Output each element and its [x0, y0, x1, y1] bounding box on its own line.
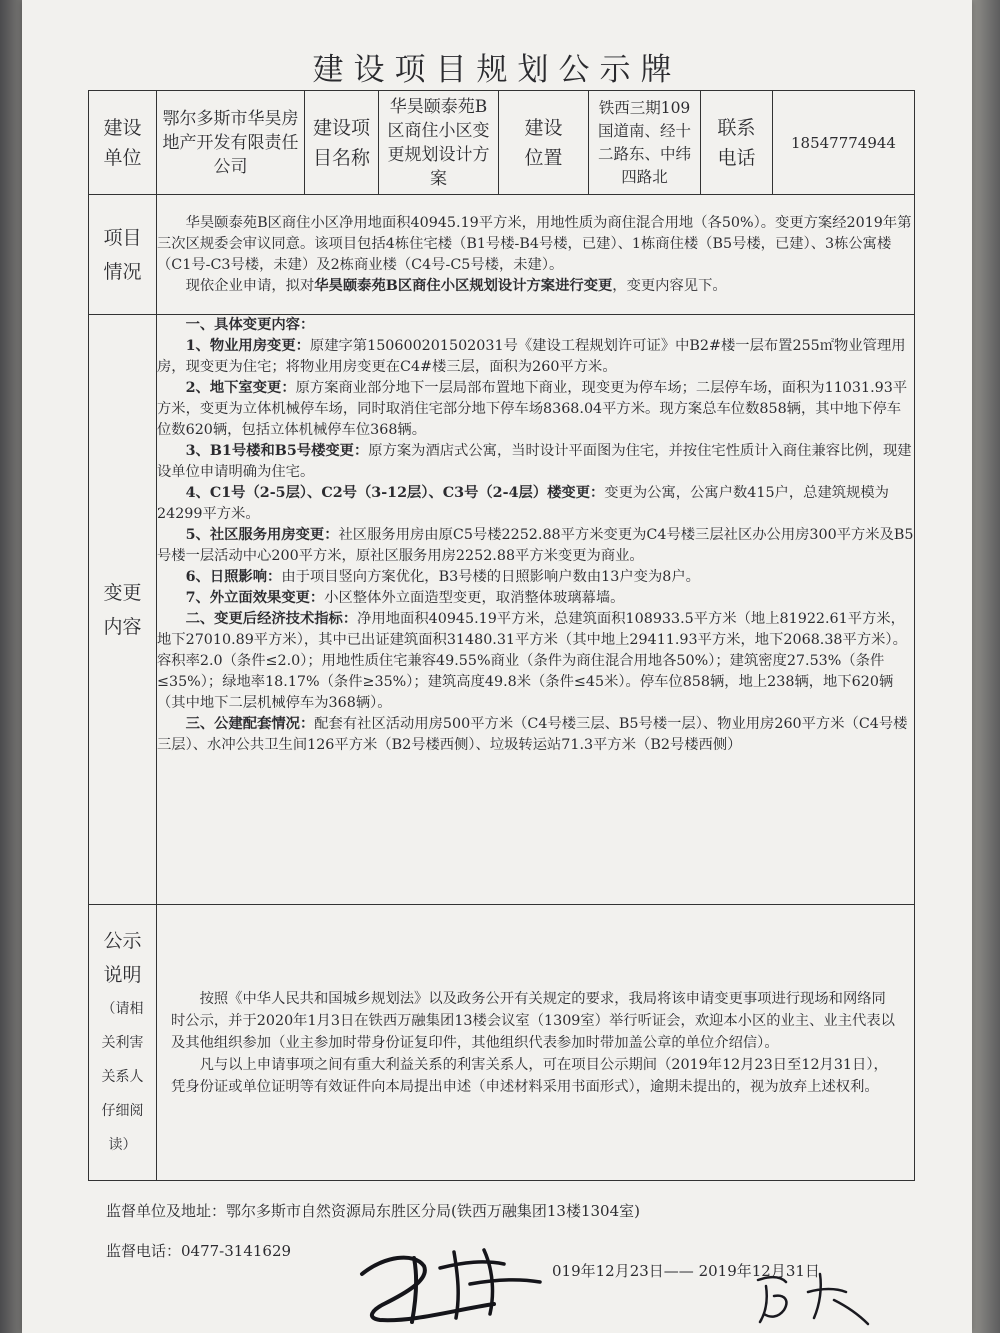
project-content	[157, 195, 915, 315]
project-row	[89, 195, 915, 315]
notice-paragraph-1: 按照《中华人民共和国城乡规划法》以及政务公开有关规定的要求，我局将该申请变更事项进行现场和网络同时公示，并于2020年1月3日在铁西万融集团13楼会议室（1309室）举行听证会，欢迎本小区的业主、业主代表以及其他组织参加（业主参加时带身份证复印件，其他组织代表参加时带加盖公章的单位介绍信）。	[171, 990, 895, 1051]
location-label: 建设 位置	[499, 91, 589, 195]
section-2-body: 净用地面积40945.19平方米，总建筑面积108933.5平方米（地上81922.61平方米，地下27010.89平方米），其中已出证建筑面积31480.31平方米（其中地上29411.93平方米，地下2068.38平方米）。容积率2.0（条件≤2.0）；用地性质住宅兼容49.55%商业（条件为商住混合用地各50%）；建筑密度27.53%（条件≤35%）；绿地率18.17%（条件≥35%）；建筑高度49.8米（条件≤45米）。停车位858辆，地上238辆，地下620辆（其中地下二层机械停车为368辆）。	[157, 611, 907, 711]
publicity-period: 019年12月23日—— 2019年12月31日	[552, 1262, 820, 1280]
change-item-head: 1、物业用房变更：	[185, 338, 310, 354]
change-item	[157, 336, 914, 378]
contact-label: 联系 电话	[701, 91, 773, 195]
change-item-body: 原建字第150600201502031号《建设工程规划许可证》中B2#楼一层布置255㎡物业管理用房，现变更为住宅；将物业用房变更在C4#楼三层，面积为260平方米。	[157, 338, 906, 375]
unit-value: 鄂尔多斯市华昊房地产开发有限责任公司	[157, 91, 305, 195]
change-item-body: 变更为公寓，公寓户数415户，总建筑规模为24299平方米。	[157, 485, 889, 522]
change-item	[157, 483, 914, 525]
change-item-head: 5、社区服务用房变更：	[185, 527, 339, 543]
unit-label: 建设 单位	[89, 91, 157, 195]
application-subject: 华昊颐泰苑B区商住小区规划设计方案进行变更	[314, 277, 613, 294]
project-name-value: 华昊颐泰苑B区商住小区变更规划设计方案	[379, 91, 499, 195]
notice-label-cell	[89, 905, 157, 1181]
project-application	[157, 276, 914, 297]
section-3	[157, 714, 914, 756]
supervisor-address: 监督单位及地址：鄂尔多斯市自然资源局东胜区分局(铁西万融集团13楼1304室)	[106, 1202, 640, 1220]
header-row	[89, 91, 915, 195]
project-paragraph: 华昊颐泰苑B区商住小区净用地面积40945.19平方米，用地性质为商住混合用地（各50%）。变更方案经2019年第三次区规委会审议同意。该项目包括4栋住宅楼（B1号楼-B4号楼，已建）、1栋商住楼（B5号楼，已建）、3栋公寓楼（C1号-C3号楼，未建）及2栋商业楼（C4号-C5号楼，未建）。	[157, 214, 912, 273]
notice-paper	[22, 0, 972, 1333]
change-item-body: 原方案为酒店式公寓，当时设计平面图为住宅，并按住宅性质计入商住兼容比例，现建设单位申请明确为住宅。	[157, 443, 912, 480]
change-item-body: 小区整体外立面造型变更，取消整体玻璃幕墙。	[324, 590, 625, 606]
notice-table	[88, 90, 915, 1181]
section-1-heading: 一、具体变更内容：	[185, 317, 315, 333]
handwritten-signature-left	[344, 1238, 554, 1328]
section-2	[157, 609, 914, 714]
changes-label: 变更 内容	[89, 315, 157, 905]
changes-row	[89, 315, 915, 905]
changes-content	[157, 315, 915, 905]
section-3-body: 配套有社区活动用房500平方米（C4号楼三层、B5号楼一层）、物业用房260平方米（C4号楼三层）、水冲公共卫生间126平方米（B2号楼西侧）、垃圾转运站71.3平方米（B2号楼西侧）	[157, 716, 908, 753]
change-item-head: 2、地下室变更：	[185, 380, 296, 396]
contact-value: 18547774944	[773, 91, 915, 195]
change-item	[157, 567, 914, 588]
notice-content	[157, 905, 915, 1181]
change-item	[157, 525, 914, 567]
section-2-heading: 二、变更后经济技术指标：	[185, 611, 358, 627]
change-item-head: 6、日照影响：	[185, 569, 282, 585]
change-item-head: 3、B1号楼和B5号楼变更：	[185, 443, 369, 459]
change-item-body: 原方案商业部分地下一层局部布置地下商业，现变更为停车场；二层停车场，面积为11031.93平方米，变更为立体机械停车场，同时取消住宅部分地下停车场8368.04平方米。现方案总车位数858辆，其中地下停车位数620辆，包括立体机械停车位368辆。	[157, 380, 908, 438]
location-value: 铁西三期109国道南、经十二路东、中纬四路北	[589, 91, 701, 195]
notice-label-note: （请相 关利害 关系人 仔细阅 读）	[101, 1000, 144, 1153]
project-name-label: 建设项 目名称	[305, 91, 379, 195]
page-title: 建设项目规划公示牌	[312, 52, 682, 88]
supervisor-phone: 监督电话：0477-3141629	[106, 1242, 292, 1260]
change-item	[157, 378, 914, 441]
change-item	[157, 441, 914, 483]
handwritten-signature-right	[750, 1266, 900, 1328]
notice-row	[89, 905, 915, 1181]
notice-paragraph-2: 凡与以上申请事项之间有重大利益关系的利害关系人，可在项目公示期间（2019年12月23日至12月31日），凭身份证或单位证明等有效证件向本局提出申述（申述材料采用书面形式），逾期未提出的，视为放弃上述权利。	[171, 1056, 888, 1095]
change-item-body: 由于项目竖向方案优化，B3号楼的日照影响户数由13户变为8户。	[281, 569, 700, 585]
change-item-head: 4、C1号（2-5层）、C2号（3-12层）、C3号（2-4层）楼变更：	[185, 485, 605, 501]
project-label: 项目 情况	[89, 195, 157, 315]
application-suffix: ，变更内容见下。	[612, 277, 727, 294]
section-3-heading: 三、公建配套情况：	[185, 716, 315, 732]
notice-label: 公示 说明	[103, 929, 142, 986]
application-prefix: 现依企业申请，拟对	[185, 277, 315, 294]
change-item-head: 7、外立面效果变更：	[185, 590, 325, 606]
change-item	[157, 588, 914, 609]
change-item-body: 社区服务用房由原C5号楼2252.88平方米变更为C4号楼三层社区办公用房300平方米及B5号楼一层活动中心200平方米，原社区服务用房2252.88平方米变更为商业。	[157, 527, 914, 564]
